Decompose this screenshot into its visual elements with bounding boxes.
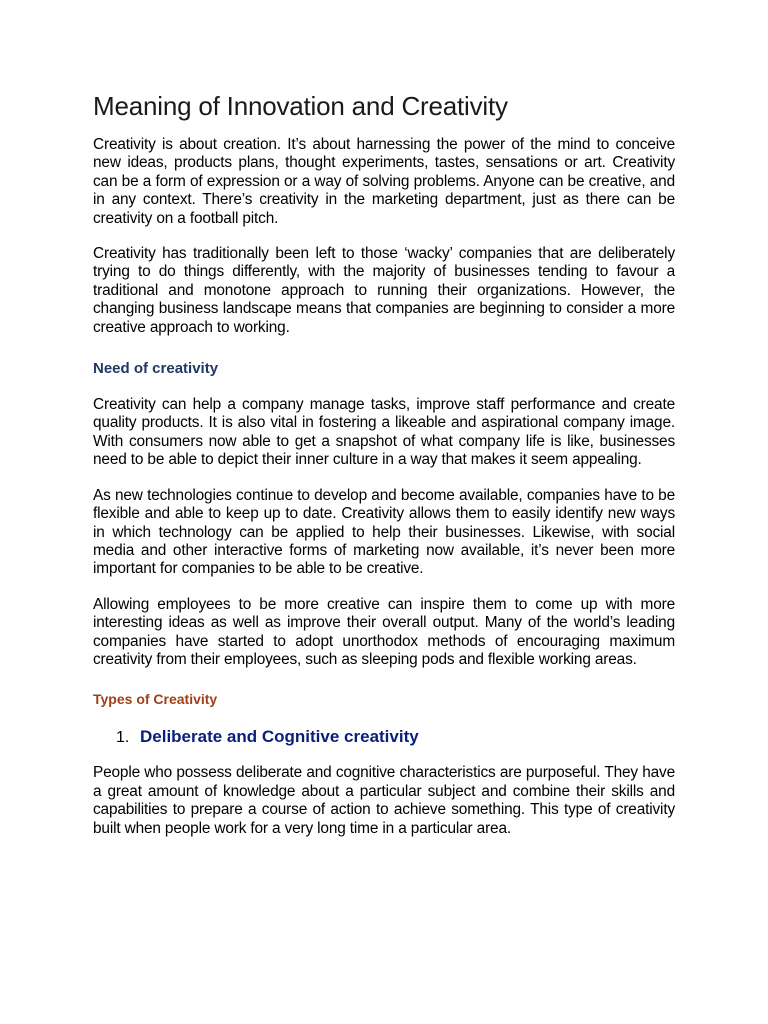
intro-paragraph-2: Creativity has traditionally been left to those ‘wacky’ companies that are deliberately trying to do things differently, with the majority of businesses tending to favour a traditional and monotone approach to running their organizations. However, the changing business landscape means that companies are beginning to consider a more creative approach to working. bbox=[93, 245, 675, 336]
need-paragraph-2: As new technologies continue to develop and become available, companies have to be flexible and able to keep up to date. Creativity allows them to easily identify new ways in which technology can be applied to help their businesses. Likewise, with social media and other interactive forms of marketing now available, it’s never been more important for companies to be able to be creative. bbox=[93, 486, 675, 578]
list-item-label: Deliberate and Cognitive creativity bbox=[140, 727, 419, 747]
document-page bbox=[93, 88, 675, 838]
need-paragraph-1: Creativity can help a company manage tasks, improve staff performance and create quality products. It is also vital in fostering a likeable and aspirational company image. With consumers now able to get a snapshot of what company life is like, businesses need to be able to depict their inner culture in a way that makes it seem appealing. bbox=[93, 396, 675, 469]
need-paragraph-3: Allowing employees to be more creative can inspire them to come up with more interesting ideas as well as improve their overall output. Many of the world’s leading companies have started to adopt unorthodox methods of encouraging maximum creativity from their employees, such as sleeping pods and flexible working areas. bbox=[93, 595, 675, 668]
types-of-creativity-heading: Types of Creativity bbox=[93, 691, 218, 708]
intro-paragraph-1: Creativity is about creation. It’s about harnessing the power of the mind to conceive new ideas, products plans, thought experiments, tastes, sensations or art. Creativity can be a form of expression or a way of solving problems. Anyone can be creative, and in any context. There’s creativity in the marketing department, just as there can be creativity on a football pitch. bbox=[93, 136, 675, 227]
deliberate-cognitive-paragraph: People who possess deliberate and cognitive characteristics are purposeful. They have a great amount of knowledge about a particular subject and combine their skills and capabilities to prepare a course of action to achieve something. This type of creativity built when people work for a very long time in a particular area. bbox=[93, 764, 675, 837]
need-of-creativity-heading: Need of creativity bbox=[93, 360, 219, 378]
list-item bbox=[116, 725, 675, 750]
list-number: 1. bbox=[116, 729, 130, 747]
page-title: Meaning of Innovation and Creativity bbox=[93, 91, 508, 121]
